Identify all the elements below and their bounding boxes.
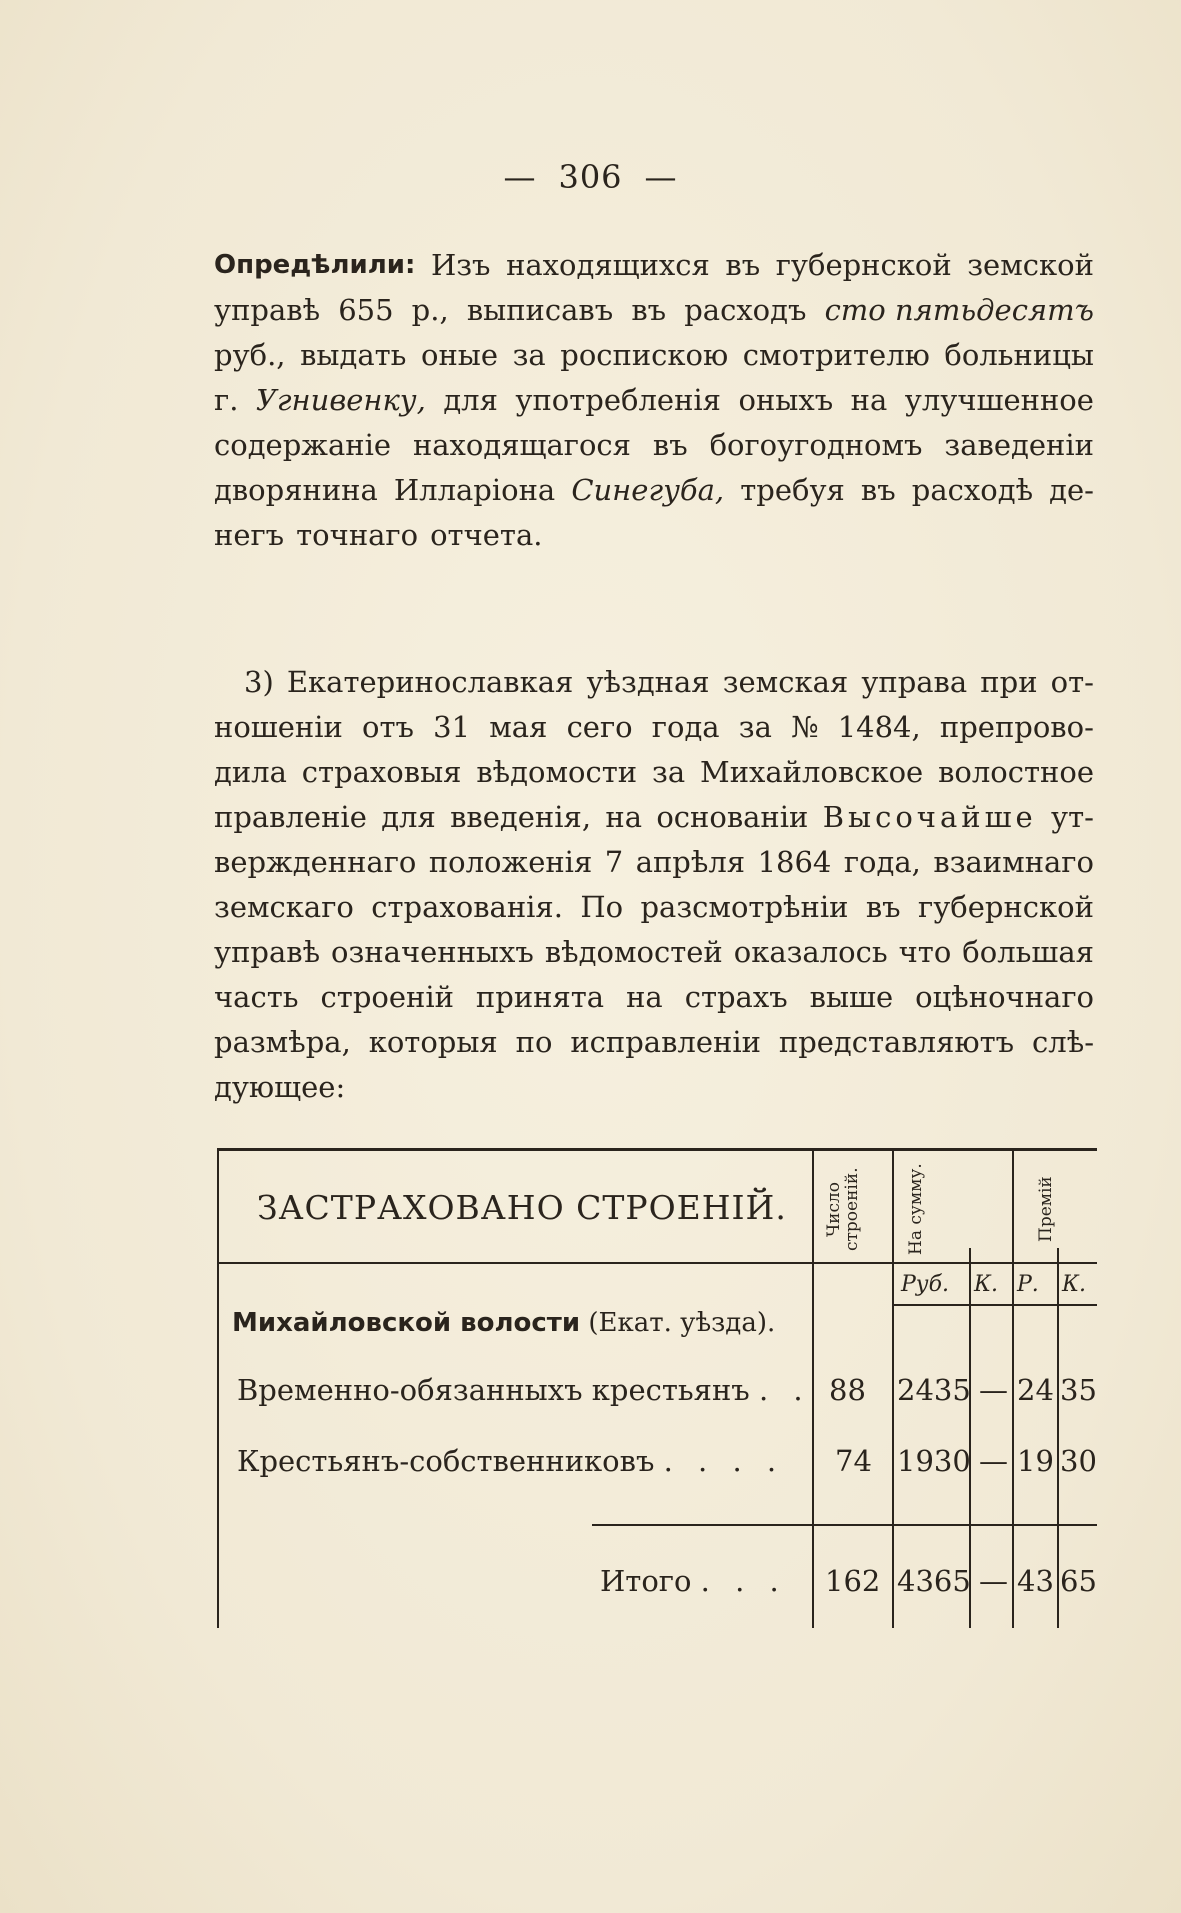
word: земская	[722, 665, 849, 699]
word: принята	[475, 980, 605, 1014]
text-line	[214, 705, 1094, 750]
word: губернской	[775, 248, 952, 282]
word: Михайловское	[700, 755, 924, 789]
word: управѣ	[214, 935, 321, 969]
word: Илларіона	[393, 473, 556, 507]
unit-kop-premium: К.	[1062, 1272, 1087, 1297]
word: отчета.	[430, 518, 543, 552]
section-label-rest: (Екат. уѣзда).	[588, 1308, 776, 1338]
word: По	[580, 890, 624, 924]
header-rule	[217, 1262, 1097, 1264]
text-line	[214, 333, 1094, 378]
header-sum: На сумму.	[906, 1163, 926, 1255]
col-divider-premium	[1012, 1151, 1014, 1628]
word: №	[791, 710, 819, 744]
text-line	[214, 795, 1094, 840]
word: основаніи	[656, 800, 809, 834]
total-label-text: Итого	[600, 1564, 692, 1598]
row-label-temp-obligated	[237, 1373, 811, 1407]
word: р.,	[411, 293, 449, 327]
word: страхованія.	[371, 890, 563, 924]
word: большая	[962, 935, 1094, 969]
word: страхъ	[684, 980, 788, 1014]
dash-left: —	[503, 158, 537, 196]
word: для	[381, 800, 436, 834]
word: означенныхъ	[331, 935, 534, 969]
text-line	[214, 513, 1094, 558]
word: которыя	[368, 1025, 498, 1059]
text-line	[214, 1020, 1094, 1065]
word: въ	[860, 473, 896, 507]
word: находящагося	[412, 428, 631, 462]
word: богоугодномъ	[709, 428, 923, 462]
word: дворянина	[214, 473, 378, 507]
word: вержденнаго	[214, 845, 417, 879]
total-sum-rub-cell: 4365	[897, 1564, 971, 1598]
row-dots: . .	[758, 1373, 811, 1407]
total-prem-rub-cell: 43	[1017, 1564, 1054, 1598]
word: вѣдомостей	[544, 935, 723, 969]
word: за	[738, 710, 772, 744]
word: часть	[214, 980, 299, 1014]
row-label-text: Крестьянъ-собственниковъ	[237, 1444, 655, 1478]
word: от-	[1050, 665, 1094, 699]
word: Опредѣлили:	[214, 250, 416, 280]
word: 7	[604, 845, 624, 879]
sum-kop-cell: —	[979, 1444, 1008, 1478]
word: года	[651, 710, 720, 744]
word: строеній	[320, 980, 454, 1014]
word: въ	[652, 428, 688, 462]
text-line	[214, 1065, 1094, 1110]
word: Изъ	[430, 248, 491, 282]
word: расходъ	[684, 293, 807, 327]
word: сего	[566, 710, 633, 744]
word: при	[980, 665, 1038, 699]
word: положенія	[428, 845, 593, 879]
text-line	[214, 288, 1094, 333]
text-line	[214, 243, 1094, 288]
word: г.	[214, 383, 239, 417]
word: на	[626, 980, 663, 1014]
header-premium: Премій	[1036, 1176, 1056, 1242]
word: губернской	[918, 890, 1094, 924]
word: содержаніе	[214, 428, 392, 462]
word: за	[652, 755, 686, 789]
word: негъ	[214, 518, 285, 552]
word: сто пятьдесятъ	[824, 293, 1094, 327]
word: заведеніи	[944, 428, 1094, 462]
word: Екатеринославкая	[286, 665, 574, 699]
total-prem-kop-cell: 65	[1060, 1564, 1097, 1598]
word: расходѣ	[911, 473, 1034, 507]
word: въ	[631, 293, 667, 327]
row-label-text: Временно-обязанныхъ крестьянъ	[237, 1373, 750, 1407]
text-line	[214, 468, 1094, 513]
paragraph-resolution	[214, 243, 1094, 558]
word: земскаго	[214, 890, 354, 924]
text-line	[214, 750, 1094, 795]
prem-kop-cell: 30	[1060, 1444, 1097, 1478]
header-count: Число строеній.	[824, 1167, 862, 1251]
word: выдать	[300, 338, 407, 372]
word: представляютъ	[778, 1025, 1015, 1059]
word: апрѣля	[635, 845, 746, 879]
page-number: 306	[558, 158, 623, 196]
word: въ	[725, 248, 761, 282]
word: руб.,	[214, 338, 286, 372]
word: взаимнаго	[933, 845, 1094, 879]
sum-rub-cell: 1930	[897, 1444, 971, 1478]
text-line	[214, 975, 1094, 1020]
text-line	[214, 930, 1094, 975]
count-cell: 88	[829, 1373, 866, 1407]
table-top-rule	[217, 1148, 1097, 1151]
section-label	[232, 1308, 775, 1338]
total-label	[600, 1564, 787, 1598]
word: выше	[809, 980, 894, 1014]
word: употребленія	[515, 383, 721, 417]
col-divider-sum	[892, 1151, 894, 1628]
word: исправленіи	[570, 1025, 761, 1059]
row-label-owner-peasants	[237, 1444, 784, 1478]
word: находящихся	[506, 248, 710, 282]
total-sum-kop-cell: —	[979, 1564, 1008, 1598]
word: точнаго	[296, 518, 419, 552]
word: дила	[214, 755, 287, 789]
word: года,	[843, 845, 921, 879]
word: 1484,	[837, 710, 921, 744]
word: выписавъ	[466, 293, 614, 327]
word: земской	[967, 248, 1094, 282]
word: на	[605, 800, 642, 834]
word: роспискою	[560, 338, 729, 372]
col-divider-count	[812, 1151, 814, 1628]
paragraph-insurance-report	[214, 660, 1094, 1110]
word: мая	[489, 710, 548, 744]
word: Синегуба,	[571, 473, 725, 507]
sum-kop-cell: —	[979, 1373, 1008, 1407]
page-number-line	[0, 158, 1181, 196]
unit-kop-sum: К.	[974, 1272, 999, 1297]
word: Угнивенку,	[255, 383, 426, 417]
word: правленіе	[214, 800, 367, 834]
prem-rub-cell: 24	[1017, 1373, 1054, 1407]
word: вѣдомости	[476, 755, 638, 789]
count-cell: 74	[835, 1444, 872, 1478]
word: 31	[433, 710, 471, 744]
word: оныхъ	[738, 383, 834, 417]
word: улучшенное	[904, 383, 1094, 417]
word: разсмотрѣніи	[640, 890, 849, 924]
total-rule	[592, 1524, 1097, 1526]
word: отъ	[362, 710, 414, 744]
word: оказалось	[733, 935, 888, 969]
insurance-table	[217, 1148, 1097, 1628]
word: слѣ-	[1032, 1025, 1094, 1059]
unit-rub-sum: Руб.	[901, 1272, 949, 1297]
text-line	[214, 378, 1094, 423]
section-label-bold: Михайловской волости	[232, 1308, 581, 1338]
row-dots: . . . .	[663, 1444, 785, 1478]
word: 1864	[757, 845, 832, 879]
table-title: ЗАСТРАХОВАНО СТРОЕНІЙ.	[257, 1188, 787, 1227]
word: для	[443, 383, 498, 417]
word: ут-	[1051, 800, 1094, 834]
word: за	[512, 338, 546, 372]
word: оцѣночнаго	[915, 980, 1094, 1014]
unit-rub-premium: Р.	[1017, 1272, 1039, 1297]
text-line	[214, 840, 1094, 885]
prem-rub-cell: 19	[1017, 1444, 1054, 1478]
word: волостное	[938, 755, 1094, 789]
word: страховыя	[301, 755, 462, 789]
word: по	[515, 1025, 553, 1059]
word: де-	[1049, 473, 1094, 507]
word: препрово-	[939, 710, 1094, 744]
word: введенія,	[450, 800, 592, 834]
word: уѣздная	[586, 665, 710, 699]
sum-rub-cell: 2435	[897, 1373, 971, 1407]
word: смотрителю	[742, 338, 930, 372]
word: оные	[421, 338, 499, 372]
total-dots: . . .	[700, 1564, 787, 1598]
word: управа	[861, 665, 968, 699]
prem-kop-cell: 35	[1060, 1373, 1097, 1407]
word: дующее:	[214, 1070, 346, 1104]
dash-right: —	[644, 158, 678, 196]
word: размѣра,	[214, 1025, 351, 1059]
text-line	[214, 885, 1094, 930]
word: 655	[338, 293, 394, 327]
text-line	[214, 660, 1094, 705]
total-count-cell: 162	[825, 1564, 881, 1598]
units-rule	[892, 1304, 1097, 1306]
word: Высочайше	[822, 800, 1037, 834]
text-line	[214, 423, 1094, 468]
word: управѣ	[214, 293, 321, 327]
word: что	[898, 935, 952, 969]
word: ношеніи	[214, 710, 343, 744]
word: больницы	[944, 338, 1094, 372]
table-left-border	[217, 1151, 219, 1628]
word: на	[850, 383, 888, 417]
word: требуя	[740, 473, 845, 507]
word: 3)	[244, 665, 274, 699]
word: въ	[865, 890, 901, 924]
